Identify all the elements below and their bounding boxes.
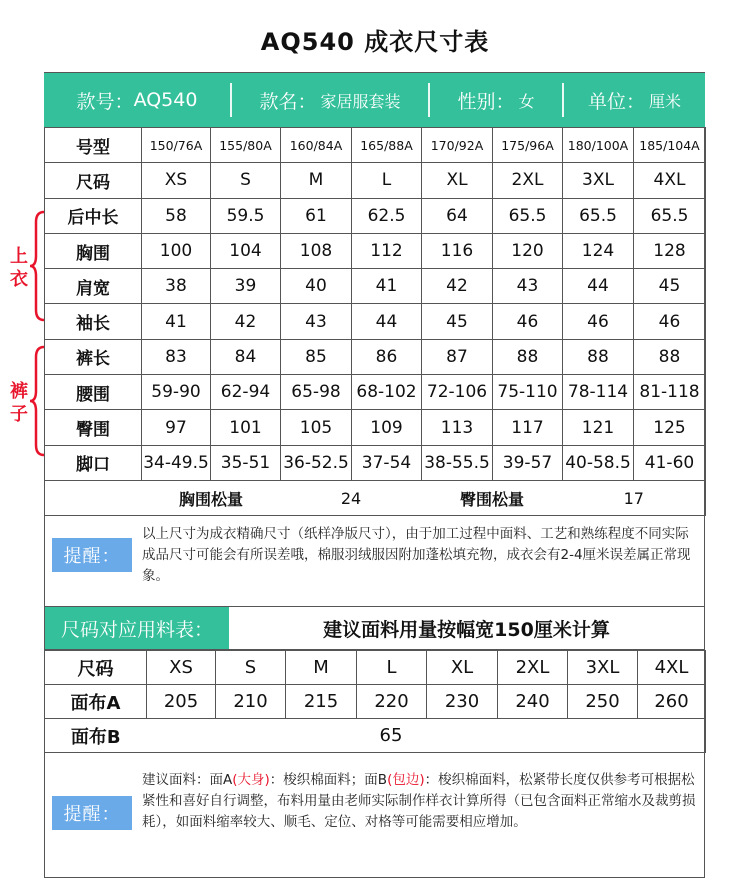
fabric-table-title: 尺码对应用料表：: [45, 607, 229, 649]
value-cell: 113: [422, 410, 493, 445]
value-cell: 41: [142, 304, 211, 339]
value-cell: 65.5: [563, 198, 634, 233]
row-label: 后中长: [45, 198, 142, 233]
size-cell: M: [281, 163, 352, 198]
table-row: [45, 410, 706, 445]
value-cell: 42: [211, 304, 281, 339]
style-number: [44, 73, 230, 127]
reminder-highlight: (包边): [387, 772, 425, 788]
value-cell: 128: [634, 233, 706, 268]
reminder-text-part: 建议面料：面A: [142, 772, 233, 788]
value-cell: 100: [142, 233, 211, 268]
value-cell: 88: [493, 339, 563, 374]
value-cell: 112: [352, 233, 422, 268]
value-cell: 84: [211, 339, 281, 374]
header-divider: [230, 83, 232, 117]
value-cell: 88: [634, 339, 706, 374]
size-cell: XL: [427, 651, 498, 685]
gender-label: 性别：: [457, 90, 515, 113]
value-cell: 39: [211, 269, 281, 304]
value-cell: 65.5: [634, 198, 706, 233]
chest-ease-value: 24: [281, 480, 422, 515]
value-cell: 41-60: [634, 445, 706, 480]
row-label: 号型: [45, 128, 142, 163]
value-cell: 109: [352, 410, 422, 445]
value-cell: 87: [422, 339, 493, 374]
fabric-b-row: [45, 719, 706, 753]
size-cell: L: [357, 651, 427, 685]
value-cell: 125: [634, 410, 706, 445]
reminder-text-part: ：梭织棉面料；面B: [269, 772, 388, 788]
fabric-size-row: [45, 651, 706, 685]
style-name-label: 款名：: [259, 90, 317, 113]
header-bar: [44, 73, 705, 127]
reminder-badge: 提醒：: [52, 538, 132, 572]
hip-ease-label: 臀围松量: [422, 480, 563, 515]
header-divider: [428, 83, 430, 117]
value-cell: 72-106: [422, 375, 493, 410]
gender-value: 女: [518, 91, 535, 111]
value-cell: 62.5: [352, 198, 422, 233]
value-cell: 34-49.5: [142, 445, 211, 480]
code-cell: 165/88A: [352, 128, 422, 163]
value-cell: 65.5: [493, 198, 563, 233]
value-cell: 85: [281, 339, 352, 374]
row-label: 腰围: [45, 375, 142, 410]
spacer-cell: [45, 480, 142, 515]
ease-row: [45, 480, 706, 515]
row-label: 胸围: [45, 233, 142, 268]
value-cell: 43: [281, 304, 352, 339]
unit-value: 厘米: [649, 91, 682, 111]
table-row: [45, 304, 706, 339]
value-cell: 121: [563, 410, 634, 445]
size-row: [45, 163, 706, 198]
value-cell: 88: [563, 339, 634, 374]
gender: [430, 73, 562, 127]
table-row: [45, 198, 706, 233]
value-cell: 205: [147, 685, 216, 719]
value-cell: 44: [352, 304, 422, 339]
code-cell: 180/100A: [563, 128, 634, 163]
value-cell: 41: [352, 269, 422, 304]
value-cell: 105: [281, 410, 352, 445]
reminder-highlight: (大身): [232, 772, 270, 788]
row-label: 臀围: [45, 410, 142, 445]
value-cell: 81-118: [634, 375, 706, 410]
size-cell: L: [352, 163, 422, 198]
code-cell: 155/80A: [211, 128, 281, 163]
code-cell: 175/96A: [493, 128, 563, 163]
style-name: [232, 73, 428, 127]
value-cell: 120: [493, 233, 563, 268]
row-label: 袖长: [45, 304, 142, 339]
fabric-a-row: [45, 685, 706, 719]
value-cell: 108: [281, 233, 352, 268]
value-cell: 97: [142, 410, 211, 445]
unit: [564, 73, 705, 127]
fabric-b-value: 65: [147, 719, 706, 753]
value-cell: 62-94: [211, 375, 281, 410]
value-cell: 220: [357, 685, 427, 719]
size-cell: XS: [147, 651, 216, 685]
size-table: [44, 127, 706, 516]
size-cell: 4XL: [634, 163, 706, 198]
value-cell: 83: [142, 339, 211, 374]
value-cell: 45: [634, 269, 706, 304]
value-cell: 40-58.5: [563, 445, 634, 480]
row-label: 尺码: [45, 651, 147, 685]
row-label: 裤长: [45, 339, 142, 374]
value-cell: 58: [142, 198, 211, 233]
row-label: 脚口: [45, 445, 142, 480]
value-cell: 116: [422, 233, 493, 268]
value-cell: 104: [211, 233, 281, 268]
size-cell: 3XL: [568, 651, 638, 685]
size-cell: 4XL: [638, 651, 706, 685]
value-cell: 65-98: [281, 375, 352, 410]
row-label: 尺码: [45, 163, 142, 198]
value-cell: 46: [634, 304, 706, 339]
value-cell: 101: [211, 410, 281, 445]
value-cell: 36-52.5: [281, 445, 352, 480]
size-cell: M: [286, 651, 357, 685]
table-row: [45, 233, 706, 268]
code-cell: 150/76A: [142, 128, 211, 163]
code-cell: 170/92A: [422, 128, 493, 163]
value-cell: 38: [142, 269, 211, 304]
top-section-brace: [28, 210, 46, 322]
size-cell: S: [211, 163, 281, 198]
value-cell: 46: [493, 304, 563, 339]
code-row: [45, 128, 706, 163]
value-cell: 43: [493, 269, 563, 304]
reminder-text-part: ：梭织棉面料，松紧带长度仅供参考可根据松紧性和喜好自行调整，布料用量由老师实际制作样衣计算所得（已包含面料正常缩水及裁剪损耗），如面料缩率较大、顺毛、定位、对格等可能需要相应增加。: [142, 772, 696, 830]
value-cell: 42: [422, 269, 493, 304]
size-cell: XL: [422, 163, 493, 198]
code-cell: 160/84A: [281, 128, 352, 163]
style-name-value: 家居服套装: [320, 91, 401, 111]
value-cell: 78-114: [563, 375, 634, 410]
top-section-label: 上衣: [10, 246, 28, 290]
pants-section-brace: [28, 345, 46, 457]
value-cell: 230: [427, 685, 498, 719]
value-cell: 210: [216, 685, 286, 719]
header-divider: [562, 83, 564, 117]
value-cell: 240: [498, 685, 568, 719]
value-cell: 38-55.5: [422, 445, 493, 480]
value-cell: 59-90: [142, 375, 211, 410]
value-cell: 61: [281, 198, 352, 233]
fabric-reminder-text: [142, 770, 698, 833]
reminder-text: 以上尺寸为成衣精确尺寸（纸样净版尺寸），由于加工过程中面料、工艺和熟练程度不同实际成品尺寸可能会有所误差哦，棉服羽绒服因附加蓬松填充物，成衣会有2-4厘米误差属正常现象。: [142, 526, 691, 584]
unit-label: 单位：: [587, 90, 645, 113]
reminder-badge: 提醒：: [52, 796, 132, 830]
table-row: [45, 269, 706, 304]
code-cell: 185/104A: [634, 128, 706, 163]
value-cell: 86: [352, 339, 422, 374]
value-cell: 45: [422, 304, 493, 339]
value-cell: 64: [422, 198, 493, 233]
value-cell: 40: [281, 269, 352, 304]
value-cell: 59.5: [211, 198, 281, 233]
size-cell: XS: [142, 163, 211, 198]
value-cell: 68-102: [352, 375, 422, 410]
table-row: [45, 339, 706, 374]
row-label: 面布B: [45, 719, 147, 753]
hip-ease-value: 17: [563, 480, 706, 515]
size-cell: 2XL: [493, 163, 563, 198]
table-row: [45, 445, 706, 480]
value-cell: 39-57: [493, 445, 563, 480]
fabric-width-note: 建议面料用量按幅宽150厘米计算: [323, 618, 610, 641]
size-cell: 2XL: [498, 651, 568, 685]
table-row: [45, 375, 706, 410]
row-label: 肩宽: [45, 269, 142, 304]
value-cell: 75-110: [493, 375, 563, 410]
style-number-value: AQ540: [133, 89, 198, 111]
size-cell: 3XL: [563, 163, 634, 198]
value-cell: 250: [568, 685, 638, 719]
value-cell: 46: [563, 304, 634, 339]
value-cell: 215: [286, 685, 357, 719]
value-cell: 37-54: [352, 445, 422, 480]
fabric-table: [44, 650, 706, 753]
chest-ease-label: 胸围松量: [142, 480, 281, 515]
row-label: 面布A: [45, 685, 147, 719]
value-cell: 44: [563, 269, 634, 304]
pants-section-label: 裤子: [10, 381, 28, 425]
value-cell: 117: [493, 410, 563, 445]
value-cell: 260: [638, 685, 706, 719]
style-number-label: 款号：: [76, 90, 134, 113]
size-cell: S: [216, 651, 286, 685]
value-cell: 124: [563, 233, 634, 268]
page-title: AQ540 成衣尺寸表: [260, 28, 490, 56]
value-cell: 35-51: [211, 445, 281, 480]
